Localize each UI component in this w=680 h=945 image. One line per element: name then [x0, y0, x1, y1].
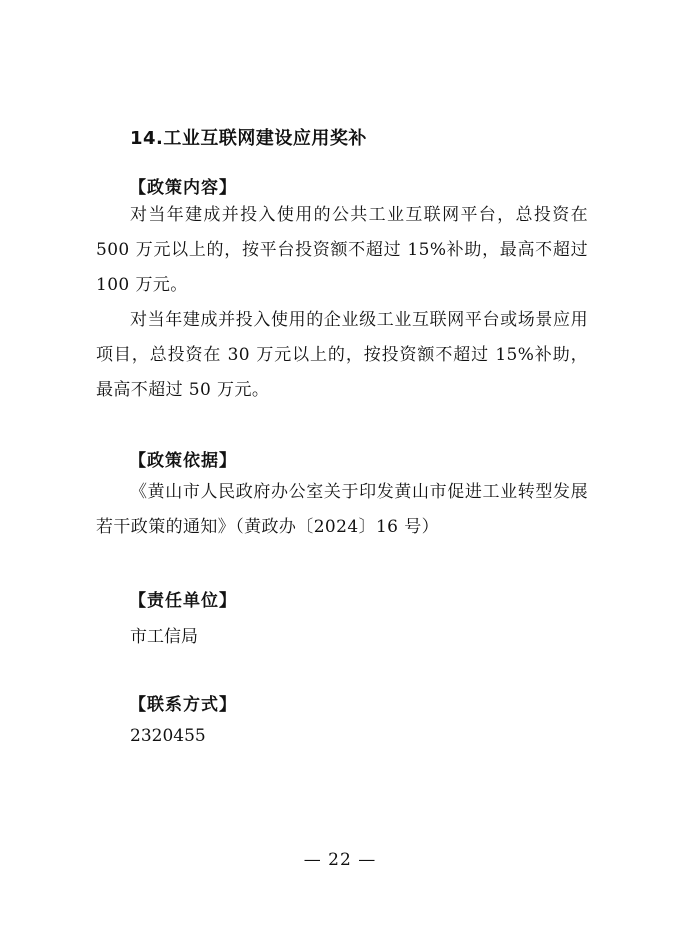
responsible-unit-text: 市工信局: [130, 627, 198, 647]
policy-basis-heading: 【政策依据】: [129, 451, 237, 471]
policy-basis-text: 《黄山市人民政府办公室关于印发黄山市促进工业转型发展若干政策的通知》（黄政办〔2024〕16 号）: [96, 482, 588, 537]
policy-content-paragraph-2: 对当年建成并投入使用的企业级工业互联网平台或场景应用项目，总投资在 30 万元以上的，按投资额不超过 15%补助，最高不超过 50 万元。: [96, 310, 588, 400]
contact-phone: 2320455: [130, 726, 206, 746]
contact-heading: 【联系方式】: [129, 695, 237, 715]
policy-content-heading: 【政策内容】: [129, 178, 237, 198]
section-title: 14.工业互联网建设应用奖补: [130, 128, 367, 149]
policy-content-paragraph-1: 对当年建成并投入使用的公共工业互联网平台，总投资在 500 万元以上的，按平台投资额不超过 15%补助，最高不超过 100 万元。: [96, 205, 588, 295]
page-number: — 22 —: [303, 850, 377, 870]
responsible-unit-heading: 【责任单位】: [129, 591, 237, 611]
